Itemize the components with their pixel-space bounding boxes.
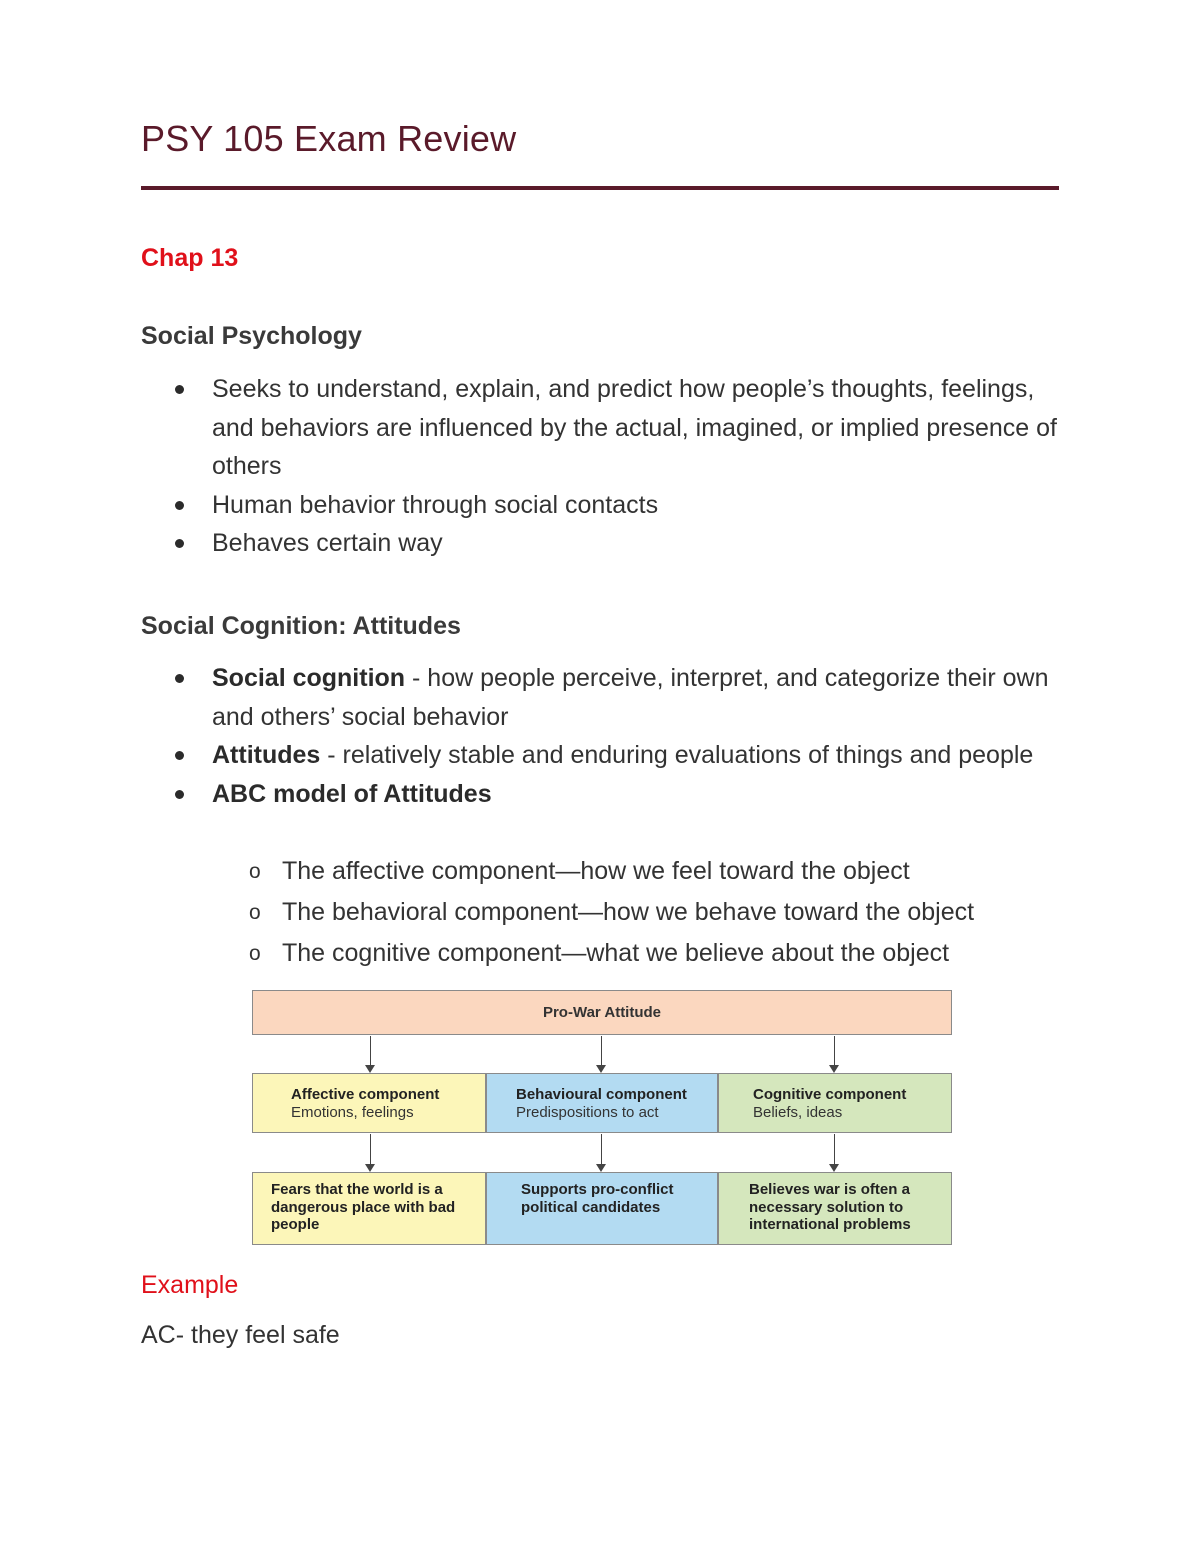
abc-components-list (247, 851, 1067, 974)
title-divider (141, 186, 1059, 190)
bullet-icon (175, 790, 184, 799)
list-item-text: Seeks to understand, explain, and predict how people’s thoughts, feelings, and behaviors are influenced by the actual, imagined, or implied presence of others (212, 375, 1057, 480)
social-cognition-list (141, 659, 1061, 813)
list-item-text: Human behavior through social contacts (212, 490, 659, 519)
bullet-icon (175, 539, 184, 548)
sub-list-item (247, 933, 1067, 974)
component-subtitle: Emotions, feelings (291, 1104, 414, 1121)
bullet-icon (175, 501, 184, 510)
social-psychology-list (141, 370, 1061, 563)
arrow-down-icon (365, 1134, 377, 1172)
example-text: AC- they feel safe (141, 1321, 340, 1349)
affective-example-box: Fears that the world is a dangerous place with bad people (252, 1172, 486, 1245)
sub-list-item-text: The behavioral component—how we behave toward the object (282, 898, 975, 926)
component-title: Cognitive component (753, 1086, 907, 1103)
bullet-icon (175, 674, 184, 683)
chapter-heading: Chap 13 (141, 244, 239, 272)
sub-list-item-text: The cognitive component—what we believe about the object (282, 939, 950, 967)
list-item (141, 370, 1061, 486)
abc-attitude-diagram (252, 990, 952, 1248)
list-item (141, 736, 1061, 775)
term-definition: - how people perceive, interpret, and categorize their own and others’ social behavior (212, 664, 1049, 731)
social-cognition-heading: Social Cognition: Attitudes (141, 612, 461, 640)
arrow-down-icon (365, 1036, 377, 1073)
circle-bullet-icon: o (249, 901, 261, 924)
term-label: ABC model of Attitudes (212, 779, 492, 808)
affective-component-box (252, 1073, 486, 1133)
behavioural-example-box: Supports pro-conflict political candidates (486, 1172, 718, 1245)
bullet-icon (175, 751, 184, 760)
cognitive-example-box: Believes war is often a necessary solution to international problems (718, 1172, 952, 1245)
list-item (141, 775, 1061, 814)
behavioural-component-box (486, 1073, 718, 1133)
component-title: Affective component (291, 1086, 440, 1103)
term-definition: - relatively stable and enduring evaluations of things and people (320, 741, 1034, 769)
cognitive-component-box (718, 1073, 952, 1133)
arrow-down-icon (829, 1036, 841, 1073)
arrow-down-icon (596, 1134, 608, 1172)
list-item-text: Behaves certain way (212, 529, 443, 557)
circle-bullet-icon: o (249, 860, 261, 883)
bullet-icon (175, 385, 184, 394)
sub-list-item (247, 851, 1067, 892)
list-item (141, 524, 1061, 563)
circle-bullet-icon: o (249, 942, 261, 965)
component-subtitle: Beliefs, ideas (753, 1104, 843, 1121)
sub-list-item-text: The affective component—how we feel toward the object (282, 857, 910, 885)
term-label: Social cognition (212, 664, 406, 692)
social-psychology-heading: Social Psychology (141, 322, 362, 350)
document-title: PSY 105 Exam Review (141, 118, 517, 159)
arrow-down-icon (596, 1036, 608, 1073)
term-label: Attitudes (212, 741, 321, 769)
arrow-down-icon (829, 1134, 841, 1172)
component-title: Behavioural component (516, 1086, 687, 1103)
component-subtitle: Predispositions to act (516, 1104, 659, 1121)
list-item (141, 486, 1061, 525)
list-item (141, 659, 1061, 736)
sub-list-item (247, 892, 1067, 933)
diagram-top-box: Pro-War Attitude (252, 990, 952, 1035)
example-heading: Example (141, 1271, 239, 1299)
